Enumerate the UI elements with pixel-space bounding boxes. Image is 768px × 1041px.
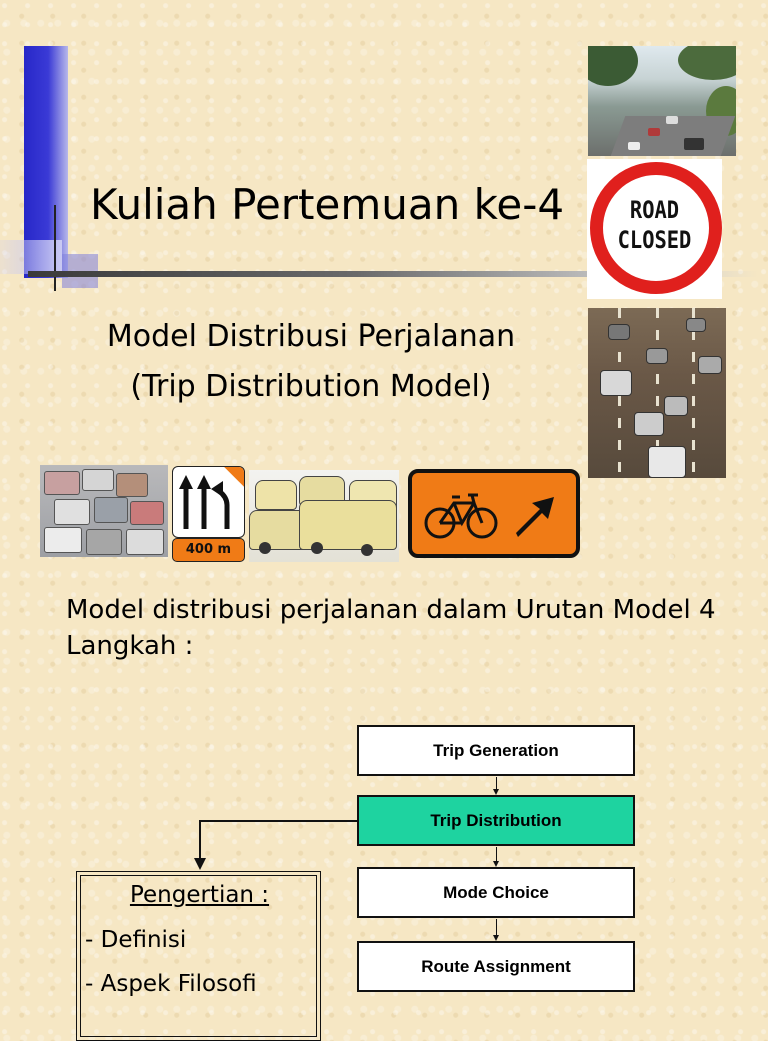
panel-item-definisi: - Definisi xyxy=(85,927,187,953)
title-accent-fade xyxy=(0,240,62,274)
definition-panel xyxy=(76,871,321,1041)
subtitle-line-2: (Trip Distribution Model) xyxy=(130,369,492,404)
flow-step-trip-distribution: Trip Distribution xyxy=(357,795,635,846)
flow-step-mode-choice: Mode Choice xyxy=(357,867,635,918)
parked-cars-photo xyxy=(40,465,168,557)
lane-arrows-panel xyxy=(172,466,245,538)
connector-vertical xyxy=(199,820,201,860)
road-closed-sign xyxy=(587,159,722,299)
flow-arrow-3 xyxy=(496,919,497,936)
slide-title: Kuliah Pertemuan ke-4 xyxy=(90,180,565,229)
slide-subtitle xyxy=(96,312,526,412)
road-closed-line-1: ROAD xyxy=(629,196,680,224)
taxi-cartoon xyxy=(249,470,399,562)
flow-step-route-assignment: Route Assignment xyxy=(357,941,635,992)
bicycle-route-sign xyxy=(408,469,580,558)
highway-traffic-photo xyxy=(588,308,726,478)
panel-item-aspek-filosofi: - Aspek Filosofi xyxy=(85,971,257,997)
bicycle-arrow-icon xyxy=(412,473,576,554)
street-photo xyxy=(588,46,736,156)
connector-horizontal xyxy=(199,820,357,822)
subtitle-line-1: Model Distribusi Perjalanan xyxy=(106,319,516,354)
flow-arrow-2 xyxy=(496,847,497,862)
flow-arrow-1 xyxy=(496,777,497,790)
body-paragraph: Model distribusi perjalanan dalam Urutan Model 4 Langkah : xyxy=(66,595,716,661)
panel-heading: Pengertian : xyxy=(129,882,270,908)
title-vertical-line xyxy=(54,205,56,291)
lane-distance-label: 400 m xyxy=(172,538,245,562)
road-closed-text xyxy=(597,195,712,255)
lane-merge-sign xyxy=(172,466,245,560)
road-closed-line-2: CLOSED xyxy=(617,226,692,254)
lane-arrows-icon xyxy=(173,467,244,537)
flow-step-trip-generation: Trip Generation xyxy=(357,725,635,776)
connector-arrowhead-icon xyxy=(194,858,206,870)
